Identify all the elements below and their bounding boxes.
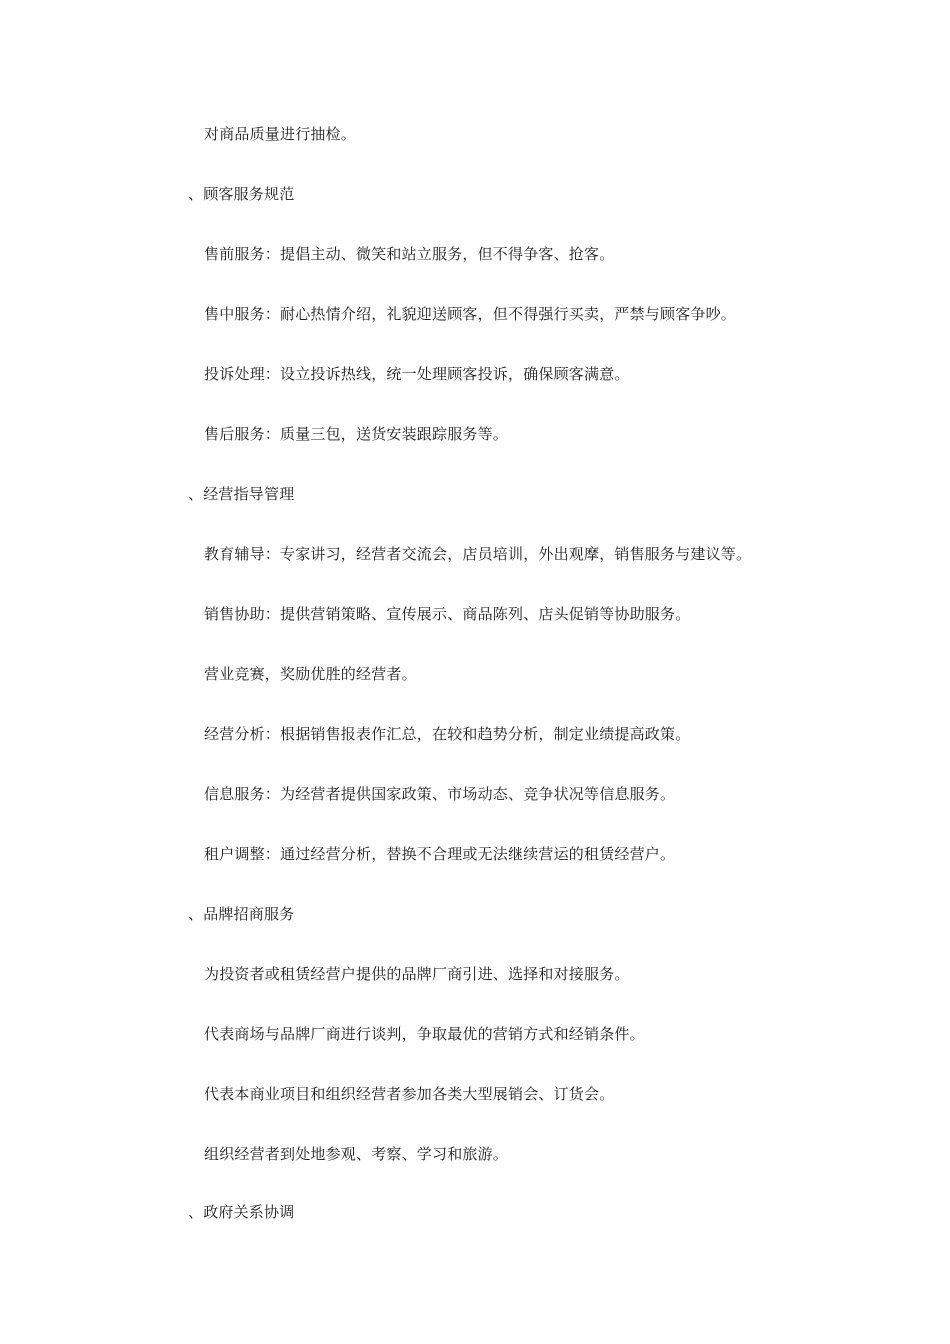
paragraph-business-analysis: 经营分析：根据销售报表作汇总，在较和趋势分析，制定业绩提高政策。 xyxy=(204,725,691,743)
paragraph-brand-introduction: 为投资者或租赁经营户提供的品牌厂商引进、选择和对接服务。 xyxy=(204,965,630,983)
paragraph-after-sale-service: 售后服务：质量三包，送货安装跟踪服务等。 xyxy=(204,425,509,443)
paragraph-sales-assistance: 销售协助：提供营销策略、宣传展示、商品陈列、店头促销等协助服务。 xyxy=(204,605,691,623)
section-heading-customer-service: 、顾客服务规范 xyxy=(188,185,295,203)
section-heading-government-relations: 、政府关系协调 xyxy=(188,1203,295,1221)
section-heading-brand-investment: 、品牌招商服务 xyxy=(188,905,295,923)
paragraph-quality-inspection: 对商品质量进行抽检。 xyxy=(204,125,357,143)
paragraph-in-sale-service: 售中服务：耐心热情介绍，礼貌迎送顾客，但不得强行买卖，严禁与顾客争吵。 xyxy=(204,305,737,323)
section-heading-operation-guidance: 、经营指导管理 xyxy=(188,485,295,503)
paragraph-study-tours: 组织经营者到处地参观、考察、学习和旅游。 xyxy=(204,1145,509,1163)
paragraph-complaint-handling: 投诉处理：设立投诉热线，统一处理顾客投诉，确保顾客满意。 xyxy=(204,365,630,383)
paragraph-education-coaching: 教育辅导：专家讲习，经营者交流会，店员培训，外出观摩，销售服务与建议等。 xyxy=(204,545,752,563)
paragraph-trade-fairs: 代表本商业项目和组织经营者参加各类大型展销会、订货会。 xyxy=(204,1085,615,1103)
paragraph-brand-negotiation: 代表商场与品牌厂商进行谈判，争取最优的营销方式和经销条件。 xyxy=(204,1025,645,1043)
paragraph-business-competition: 营业竞赛，奖励优胜的经营者。 xyxy=(204,665,417,683)
paragraph-tenant-adjustment: 租户调整：通过经营分析，替换不合理或无法继续营运的租赁经营户。 xyxy=(204,845,676,863)
paragraph-pre-sale-service: 售前服务：提倡主动、微笑和站立服务，但不得争客、抢客。 xyxy=(204,245,615,263)
paragraph-information-service: 信息服务：为经营者提供国家政策、市场动态、竞争状况等信息服务。 xyxy=(204,785,676,803)
